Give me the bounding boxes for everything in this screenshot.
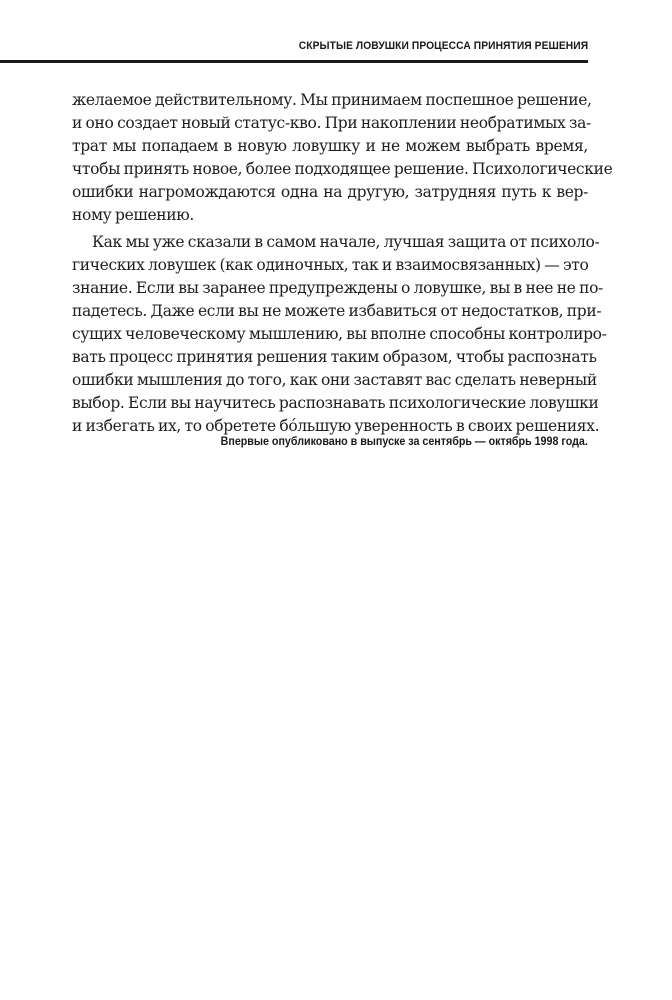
running-head-title: СКРЫТЫЕ ЛОВУШКИ ПРОЦЕССА ПРИНЯТИЯ РЕШЕНИЯ [298,40,588,52]
text-line: знание. Если вы заранее предупреждены о ловушке, вы в нее не по- [72,278,603,297]
paragraph-2 [72,231,607,439]
header-rule [0,60,588,63]
text-line: и избегать их, то обретете бóльшую уверенность в своих решениях. [72,417,600,436]
text-line: ошибки нагромождаются одна на другую, затрудняя путь к вер- [72,183,588,202]
text-line: сущих человеческому мышлению, вы вполне способны контролиро- [72,324,607,343]
text-line: гических ловушек (как одиночных, так и взаимосвязанных) — это [72,255,589,274]
running-head [0,40,588,64]
text-line: трат мы попадаем в новую ловушку и не можем выбрать время, [72,137,588,156]
text-line: падетесь. Даже если вы не можете избавиться от недостатков, при- [72,301,602,320]
text-line: чтобы принять новое, более подходящее решение. Психологические [72,160,613,179]
text-line: желаемое действительному. Мы принимаем поспешное решение, [72,91,592,109]
text-line: Как мы уже сказали в самом начале, лучшая защита от психоло- [92,232,600,251]
paragraph-1 [72,89,613,228]
text-line: ошибки мышления до того, как они заставят вас сделать неверный [72,371,597,390]
text-line: выбор. Если вы научитесь распознавать психологические ловушки [72,394,599,413]
publication-note: Впервые опубликовано в выпуске за сентябрь — октябрь 1998 года. [220,436,588,448]
body-text [72,89,613,438]
text-line: ному решению. [72,206,194,225]
text-line: вать процесс принятия решения таким образом, чтобы распознать [72,348,597,367]
text-line: и оно создает новый статус-кво. При накоплении необратимых за- [72,114,591,133]
